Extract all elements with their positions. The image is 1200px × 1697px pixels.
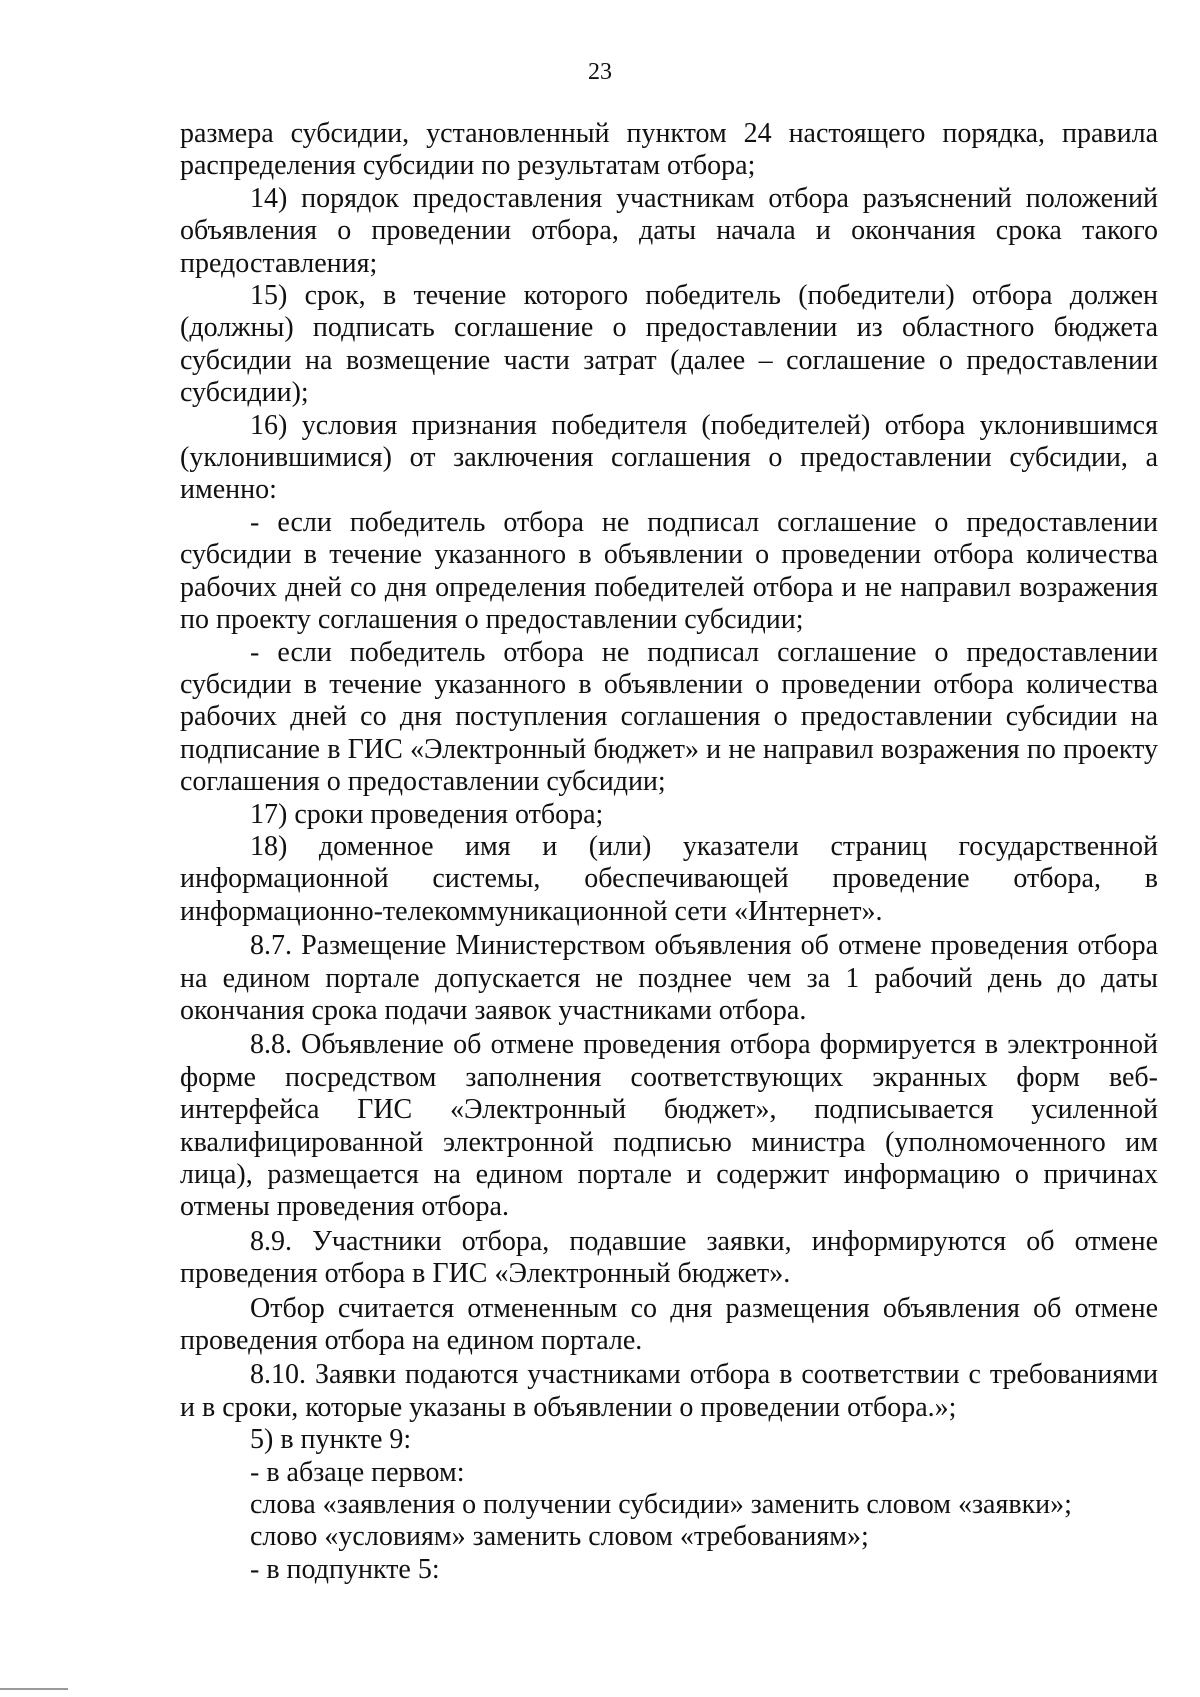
paragraph-condition-2: - если победитель отбора не подписал соглашение о предоставлении субсидии в течение указанного в объявлении о проведении отбора количества рабочих дней со дня поступления соглашения о предоставлении субсидии на подписание в ГИС «Электронный бюджет» и не направил возражения по проекту соглашения о предоставлении субсидии; xyxy=(180,636,1158,798)
paragraph-8-8: 8.8. Объявление об отмене проведения отбора формируется в электронной форме посредством заполнения соответствующих экранных форм веб-интерфейса ГИС «Электронный бюджет», подписывается усиленной квалифицированной электронной подписью министра (уполномоченного им лица), размещается на едином портале и содержит информацию о причинах отмены проведения отбора. xyxy=(180,1029,1158,1223)
document-body xyxy=(180,118,1158,1586)
paragraph-8-10: 8.10. Заявки подаются участниками отбора в соответствии с требованиями и в сроки, которые указаны в объявлении о проведении отбора.»; xyxy=(180,1359,1158,1423)
paragraph-item-18: 18) доменное имя и (или) указатели страниц государственной информационной системы, обеспечивающей проведение отбора, в информационно-телекоммуникационной сети «Интернет». xyxy=(180,830,1158,927)
paragraph-replace-words-2: слово «условиям» заменить словом «требованиям»; xyxy=(250,1521,869,1553)
paragraph-8-9: 8.9. Участники отбора, подавшие заявки, информируются об отмене проведения отбора в ГИС «Электронный бюджет». xyxy=(180,1225,1158,1290)
paragraph-item-16: 16) условия признания победителя (победителей) отбора уклонившимся (уклонившимися) от заключения соглашения о предоставлении субсидии, а именно: xyxy=(180,409,1158,506)
paragraph-condition-1: - если победитель отбора не подписал соглашение о предоставлении субсидии в течение указанного в объявлении о проведении отбора количества рабочих дней со дня определения победителей отбора и не направил возражения по проекту соглашения о предоставлении субсидии; xyxy=(180,506,1158,636)
paragraph-cancellation: Отбор считается отмененным со дня размещения объявления об отмене проведения отбора на едином портале. xyxy=(180,1292,1158,1357)
paragraph-item-17: 17) сроки проведения отбора; xyxy=(250,798,604,830)
scan-edge-mark xyxy=(0,1688,68,1690)
paragraph-item-14: 14) порядок предоставления участникам отбора разъяснений положений объявления о проведении отбора, даты начала и окончания срока такого предоставления; xyxy=(180,182,1158,279)
paragraph-first-subparagraph: - в абзаце первом: xyxy=(250,1456,465,1488)
page-number: 23 xyxy=(588,59,612,85)
paragraph-8-7: 8.7. Размещение Министерством объявления об отмене проведения отбора на едином портале допускается не позднее чем за 1 рабочий день до даты окончания срока подачи заявок участниками отбора. xyxy=(180,930,1158,1026)
paragraph-replace-words-1: слова «заявления о получении субсидии» заменить словом «заявки»; xyxy=(250,1489,1072,1521)
paragraph-amendment-5: 5) в пункте 9: xyxy=(250,1424,412,1456)
paragraph-continuation: размера субсидии, установленный пунктом 24 настоящего порядка, правила распределения субсидии по результатам отбора; xyxy=(180,118,1158,182)
paragraph-subitem-5: - в подпункте 5: xyxy=(250,1553,440,1585)
paragraph-item-15: 15) срок, в течение которого победитель (победители) отбора должен (должны) подписать соглашение о предоставлении из областного бюджета субсидии на возмещение части затрат (далее – соглашение о предоставлении субсидии); xyxy=(180,280,1158,409)
